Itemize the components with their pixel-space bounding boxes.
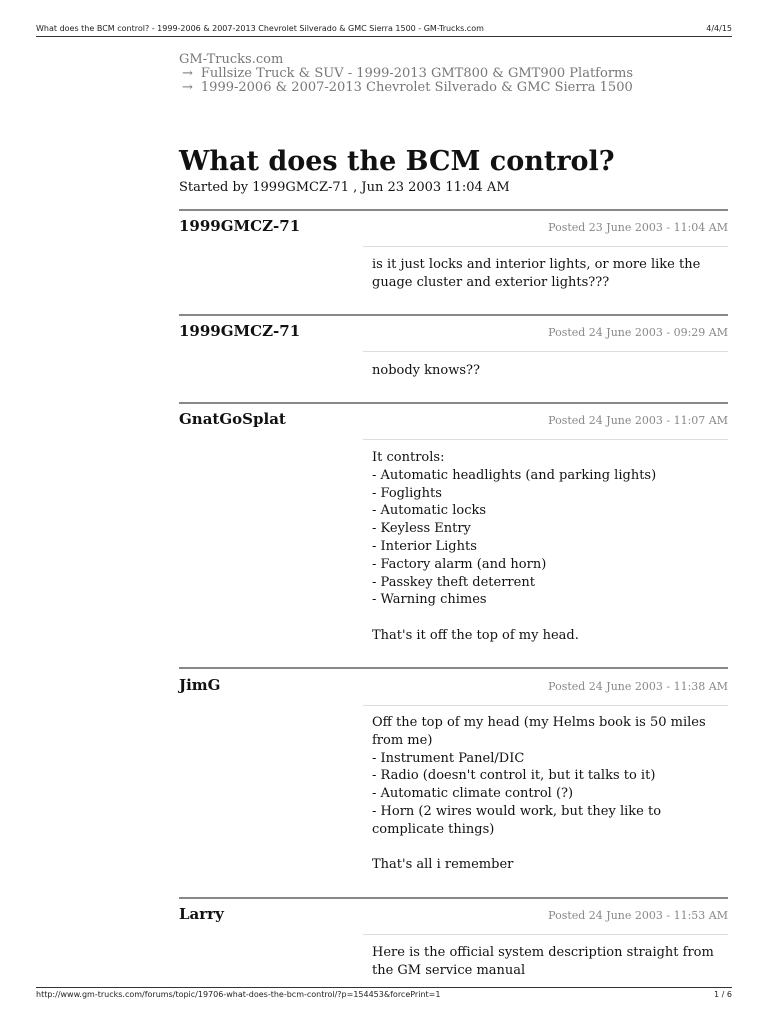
post-author[interactable]: Larry [179, 905, 224, 923]
arrow-right-icon: → [182, 80, 193, 95]
print-header-title: What does the BCM control? - 1999-2006 & 2007-2013 Chevrolet Silverado & GMC Sierra 1500 - GM-Trucks.com [36, 24, 484, 33]
print-header-date: 4/4/15 [706, 24, 732, 33]
post-line: - Instrument Panel/DIC [372, 750, 525, 766]
post-date: Posted 24 June 2003 - 11:53 AM [548, 909, 728, 922]
post-divider [179, 209, 728, 211]
post-divider [179, 667, 728, 669]
post-line: That's it off the top of my head. [372, 627, 579, 643]
post-body-divider [363, 705, 728, 706]
arrow-right-icon: → [182, 66, 193, 81]
post-line: - Keyless Entry [372, 521, 471, 537]
post-line: That's all i remember [372, 857, 514, 873]
print-footer-url: http://www.gm-trucks.com/forums/topic/19706-what-does-the-bcm-control/?p=154453&forcePrint=1 [36, 990, 441, 999]
topic-meta: Started by 1999GMCZ-71 , Jun 23 2003 11:04 AM [179, 180, 510, 195]
post-line: Off the top of my head (my Helms book is 50 miles [372, 715, 706, 730]
post-author[interactable]: 1999GMCZ-71 [179, 217, 301, 235]
post-line: - Automatic locks [372, 503, 487, 519]
post-date: Posted 24 June 2003 - 11:07 AM [548, 414, 728, 427]
breadcrumb [179, 53, 633, 95]
post-divider [179, 314, 728, 316]
post-divider [179, 402, 728, 404]
post-line: - Factory alarm (and horn) [372, 556, 547, 572]
post-author[interactable]: JimG [179, 676, 221, 694]
post-line: the GM service manual [372, 962, 526, 978]
print-header [36, 22, 732, 37]
post-body-divider [363, 439, 728, 440]
post-date: Posted 23 June 2003 - 11:04 AM [548, 221, 728, 234]
post-date: Posted 24 June 2003 - 09:29 AM [548, 326, 728, 339]
post-date: Posted 24 June 2003 - 11:38 AM [548, 680, 728, 693]
post-line [372, 839, 722, 857]
post-body [372, 944, 722, 980]
post-line: nobody knows?? [372, 363, 480, 378]
post-line: - Automatic headlights (and parking lights) [372, 467, 657, 483]
breadcrumb-category-link[interactable]: → Fullsize Truck & SUV - 1999-2013 GMT800 & GMT900 Platforms [182, 66, 634, 81]
post-body-divider [363, 351, 728, 352]
post-line: - Passkey theft deterrent [372, 574, 535, 590]
post-line: - Interior Lights [372, 538, 477, 554]
print-footer-page-number: 1 / 6 [714, 990, 732, 999]
post-line: Here is the official system description straight from [372, 945, 714, 960]
post-body [372, 256, 722, 292]
post-author[interactable]: GnatGoSplat [179, 410, 286, 428]
post-line: - Automatic climate control (?) [372, 786, 574, 802]
post-line: - Foglights [372, 485, 442, 501]
post-line: guage cluster and exterior lights??? [372, 274, 610, 290]
breadcrumb-forum-link[interactable]: → 1999-2006 & 2007-2013 Chevrolet Silverado & GMC Sierra 1500 [182, 80, 633, 95]
post-body-divider [363, 246, 728, 247]
post-line: complicate things) [372, 821, 495, 837]
post-body [372, 449, 722, 645]
post-body-divider [363, 934, 728, 935]
breadcrumb-home-link[interactable]: GM-Trucks.com [179, 52, 284, 67]
post-line: - Radio (doesn't control it, but it talks to it) [372, 768, 656, 784]
post-author[interactable]: 1999GMCZ-71 [179, 322, 301, 340]
page-title: What does the BCM control? [179, 146, 615, 177]
post-line: - Warning chimes [372, 592, 487, 608]
post-body [372, 362, 722, 380]
post-line [372, 609, 722, 627]
post-body [372, 714, 722, 874]
post-line: It controls: [372, 450, 445, 465]
post-divider [179, 897, 728, 899]
post-line: - Horn (2 wires would work, but they like to [372, 803, 662, 819]
post-line: from me) [372, 732, 433, 748]
post-line: is it just locks and interior lights, or more like the [372, 257, 701, 272]
print-footer [36, 987, 732, 1000]
